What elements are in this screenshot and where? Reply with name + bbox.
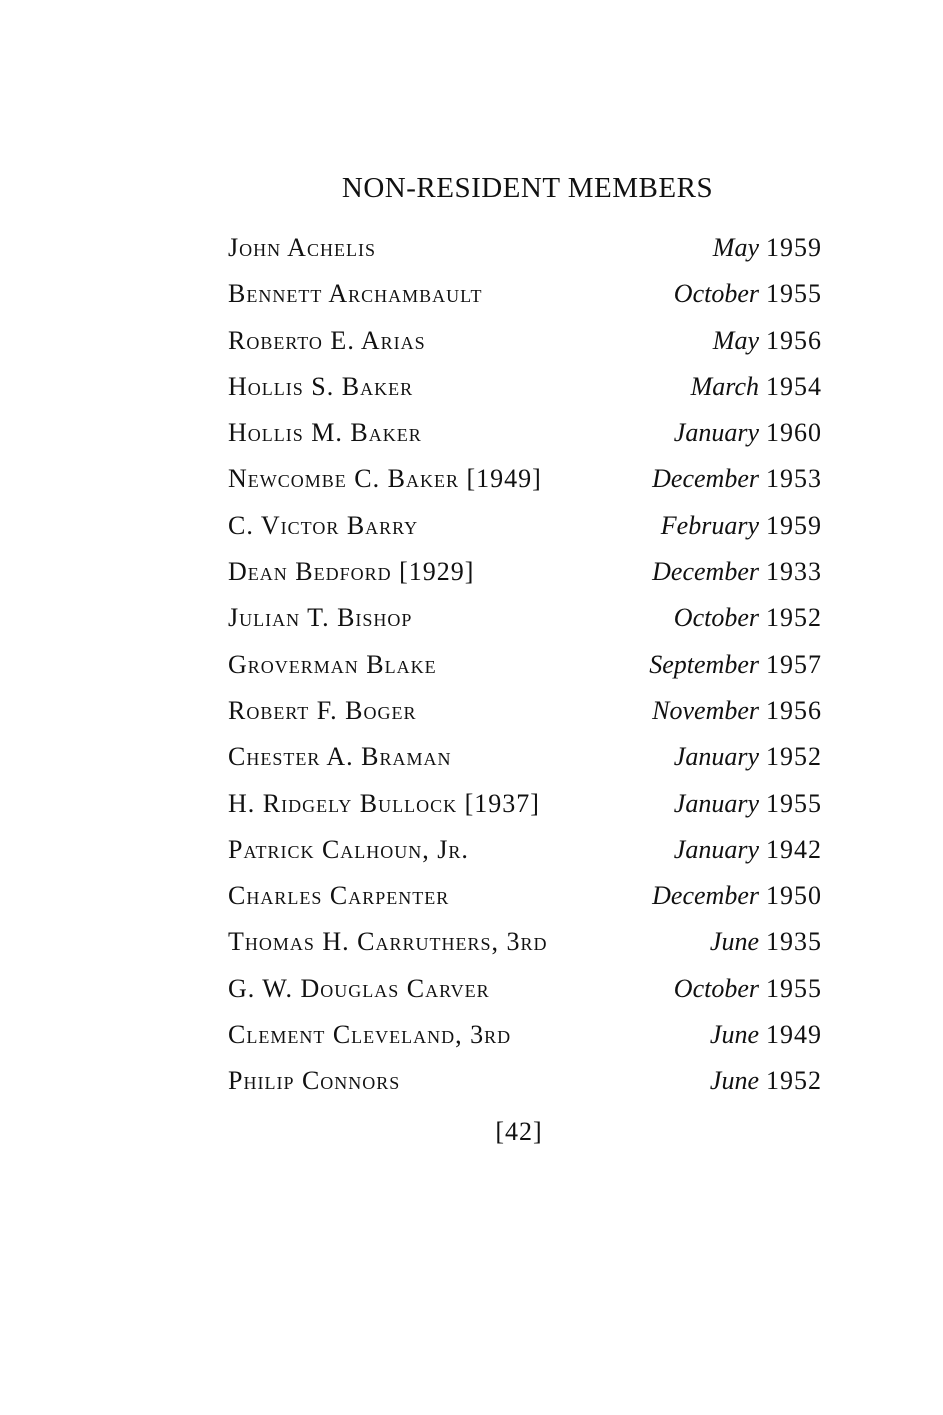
member-year: 1952 [766, 603, 822, 633]
member-month: January [673, 418, 759, 448]
member-name: Hollis S. Baker [228, 371, 414, 401]
member-month: September [649, 649, 759, 679]
member-year: 1942 [766, 834, 822, 864]
member-name: Dean Bedford [1929] [228, 557, 475, 587]
member-name: Chester A. Braman [228, 742, 452, 772]
member-year: 1933 [766, 557, 822, 587]
member-name: Bennett Archambault [228, 279, 483, 309]
member-month: October [673, 973, 759, 1003]
member-name: Groverman Blake [228, 649, 437, 679]
member-name: Roberto E. Arias [228, 325, 426, 355]
member-row [228, 598, 822, 644]
member-month: May [712, 233, 759, 262]
member-date [710, 1061, 822, 1101]
member-month: January [673, 742, 759, 772]
member-name: Robert F. Boger [228, 695, 417, 725]
member-month: January [673, 834, 759, 864]
member-name: Thomas H. Carruthers, 3rd [228, 927, 548, 957]
member-date [710, 922, 822, 962]
member-name: H. Ridgely Bullock [1937] [228, 788, 540, 818]
member-date [710, 1015, 822, 1055]
member-year: 1949 [766, 1020, 822, 1050]
page-title: NON-RESIDENT MEMBERS [341, 172, 714, 204]
member-list [228, 228, 822, 1108]
member-row [228, 922, 822, 968]
member-date [674, 784, 822, 824]
member-year: 1954 [766, 371, 822, 401]
member-date [649, 645, 822, 685]
member-row [228, 321, 822, 367]
member-year: 1959 [766, 233, 822, 262]
member-row [228, 228, 822, 274]
member-date [652, 691, 822, 731]
member-row [228, 413, 822, 459]
member-row [228, 784, 822, 830]
member-name: Hollis M. Baker [228, 418, 422, 448]
member-year: 1955 [766, 279, 822, 309]
member-month: June [709, 1020, 759, 1050]
member-month: November [652, 695, 759, 725]
member-date [674, 274, 822, 314]
member-year: 1957 [766, 649, 822, 679]
member-row [228, 830, 822, 876]
member-name: Philip Connors [228, 1066, 401, 1096]
member-month: March [690, 371, 759, 401]
member-year: 1960 [766, 418, 822, 448]
member-year: 1952 [766, 1066, 822, 1096]
member-date [674, 969, 822, 1009]
member-month: December [652, 464, 759, 494]
member-date [661, 506, 822, 546]
member-month: December [652, 881, 759, 911]
member-month: October [673, 279, 759, 309]
member-year: 1952 [766, 742, 822, 772]
member-year: 1955 [766, 788, 822, 818]
member-name: Julian T. Bishop [228, 603, 413, 633]
member-row [228, 506, 822, 552]
member-row [228, 274, 822, 320]
member-month: October [673, 603, 759, 633]
member-date [652, 876, 822, 916]
member-name: G. W. Douglas Carver [228, 973, 490, 1003]
member-row [228, 367, 822, 413]
member-month: May [712, 325, 759, 355]
member-row [228, 876, 822, 922]
member-month: February [660, 510, 759, 540]
member-month: December [652, 557, 759, 587]
member-name: John Achelis [228, 233, 376, 262]
member-date [674, 830, 822, 870]
member-month: January [673, 788, 759, 818]
member-row [228, 645, 822, 691]
member-date [674, 737, 822, 777]
member-year: 1955 [766, 973, 822, 1003]
member-year: 1959 [766, 510, 822, 540]
member-row [228, 552, 822, 598]
member-date [691, 367, 822, 407]
member-date [652, 459, 822, 499]
member-year: 1950 [766, 881, 822, 911]
member-row [228, 459, 822, 505]
member-year: 1956 [766, 325, 822, 355]
member-date [652, 552, 822, 592]
member-name: Clement Cleveland, 3rd [228, 1020, 512, 1050]
member-row [228, 691, 822, 737]
member-month: June [709, 927, 759, 957]
member-row [228, 1061, 822, 1107]
member-row [228, 737, 822, 783]
member-year: 1935 [766, 927, 822, 957]
member-date [713, 228, 822, 268]
member-date [674, 598, 822, 638]
member-date [674, 413, 822, 453]
member-name: Charles Carpenter [228, 881, 450, 911]
member-date [713, 321, 822, 361]
member-month: June [709, 1066, 759, 1096]
member-name: Patrick Calhoun, Jr. [228, 834, 469, 864]
member-year: 1956 [766, 695, 822, 725]
member-name: C. Victor Barry [228, 510, 419, 540]
member-name: Newcombe C. Baker [1949] [228, 464, 542, 494]
page-number: [42] [495, 1117, 543, 1146]
member-row [228, 1015, 822, 1061]
member-year: 1953 [766, 464, 822, 494]
member-row [228, 969, 822, 1015]
